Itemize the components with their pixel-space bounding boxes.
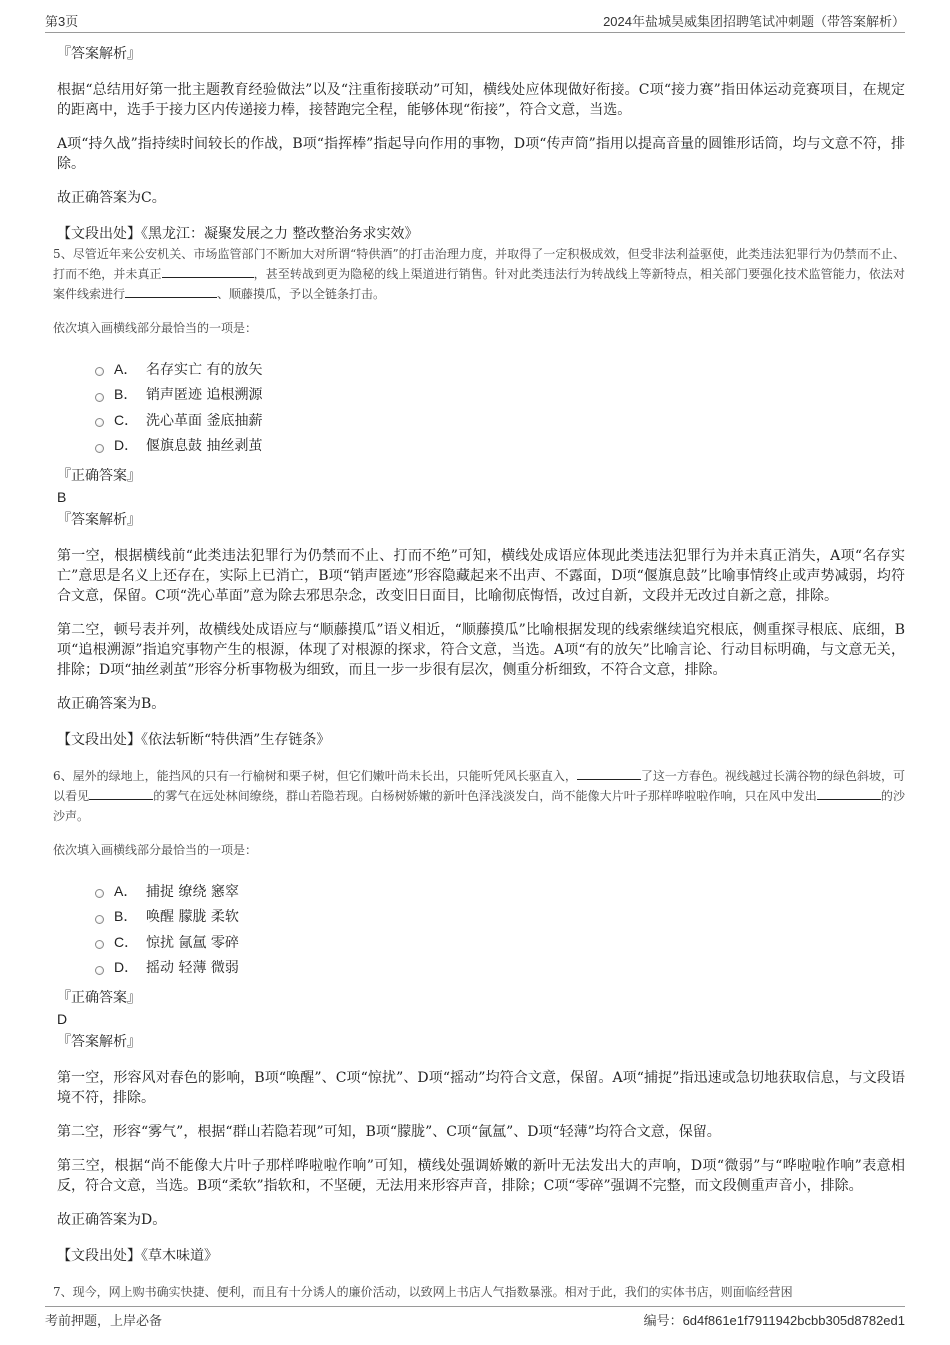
q6-analysis-label: 『答案解析』	[57, 1034, 141, 1050]
q4-analysis-p2: A项“持久战”指持续时间较长的作战，B项“指挥棒”指起导向作用的事物，D项“传声筒”指用以提高音量的圆锥形话筒，均与文意不符，排除。	[57, 136, 905, 172]
radio-icon[interactable]	[95, 393, 104, 402]
q6-source: 【文段出处】《草木味道》	[57, 1248, 218, 1264]
q6-question-text: 6、屋外的绿地上，能挡风的只有一行榆树和栗子树，但它们嫩叶尚未长出，只能听凭风长驱直入， 了这一方春色。视线越过长满谷物的绿色斜坡，可以看见 的雾气在远处林间缭绕，群山若隐若现。白杨树娇嫩的新叶色泽浅淡发白，尚不能像大片叶子那样哗啦啦作响，只在风中发出 的沙沙声。	[53, 769, 905, 823]
q5-blank-2	[125, 285, 217, 298]
q6-option-d[interactable]: D． 摇动 轻薄 微弱	[95, 955, 905, 981]
q5-blank-1	[162, 265, 254, 278]
q6-option-b[interactable]: B． 唤醒 朦胧 柔软	[95, 904, 905, 930]
radio-icon[interactable]	[95, 418, 104, 427]
q6-blank-3	[817, 787, 881, 800]
q6-prompt: 依次填入画横线部分最恰当的一项是：	[53, 843, 258, 857]
q6-option-c[interactable]: C． 惊扰 氤氲 零碎	[95, 929, 905, 955]
q6-blank-1	[577, 767, 641, 780]
q6-option-a[interactable]: A． 捕捉 缭绕 窸窣	[95, 878, 905, 904]
q4-analysis-p1: 根据“总结用好第一批主题教育经验做法”以及“注重衔接联动”可知，横线处应体现做好衔接。C项“接力赛”指田体运动竞赛项目，在规定的距离中，选手于接力区内传递接力棒，接替跑完全程，能够体现“衔接”，符合文意，当选。	[57, 82, 905, 118]
q6-conclusion: 故正确答案为D。	[57, 1212, 167, 1228]
q5-analysis-p1: 第一空，根据横线前“此类违法犯罪行为仍禁而不止、打而不绝”可知，横线处成语应体现此类违法犯罪行为并未真正消失，A项“名存实亡”意思是名义上还存在，实际上已消亡，B项“销声匿迹”形容隐藏起来不出声、不露面，D项“偃旗息鼓”比喻事情终止或声势减弱，均符合文意，保留。C项“洗心革面”意为除去邪思杂念，改变旧日面目，比喻彻底悔悟，改过自新，文段并无改过自新之意，排除。	[57, 548, 905, 604]
q5-option-d[interactable]: D． 偃旗息鼓 抽丝剥茧	[95, 433, 905, 459]
q6-blank-2	[89, 787, 153, 800]
q5-conclusion: 故正确答案为B。	[57, 696, 166, 712]
q6-analysis-p1: 第一空，形容风对春色的影响，B项“唤醒”、C项“惊扰”、D项“摇动”均符合文意，保留。A项“捕捉”指迅速或急切地获取信息，与文段语境不符，排除。	[57, 1070, 905, 1106]
q6-analysis-p2: 第二空，形容“雾气”，根据“群山若隐若现”可知，B项“朦胧”、C项“氤氲”、D项“轻薄”均符合文意，保留。	[57, 1124, 721, 1140]
q4-conclusion: 故正确答案为C。	[57, 190, 166, 206]
footer-slogan: 考前押题，上岸必备	[45, 1313, 163, 1328]
document-title: 2024年盐城昊威集团招聘笔试冲刺题（带答案解析）	[603, 14, 905, 29]
q5-option-c[interactable]: C． 洗心革面 釜底抽薪	[95, 407, 905, 433]
q5-source: 【文段出处】《依法斩断“特供酒”生存链条》	[57, 732, 331, 748]
q5-answer: B	[57, 489, 67, 505]
q5-analysis-label: 『答案解析』	[57, 512, 141, 528]
q7-question-text: 7、现今，网上购书确实快捷、便利，而且有十分诱人的廉价活动，以致网上书店人气指数暴涨。相对于此，我们的实体书店，则面临经营困	[53, 1285, 793, 1299]
radio-icon[interactable]	[95, 889, 104, 898]
radio-icon[interactable]	[95, 915, 104, 924]
page-number: 第3页	[45, 14, 79, 29]
radio-icon[interactable]	[95, 940, 104, 949]
document-id: 编号：6d4f861e1f7911942bcbb305d8782ed1	[643, 1313, 905, 1328]
q4-source: 【文段出处】《黑龙江：凝聚发展之力 整改整治务求实效》	[57, 226, 419, 242]
q6-options	[95, 878, 905, 980]
q5-correct-label: 『正确答案』	[57, 467, 141, 483]
q6-answer: D	[57, 1011, 68, 1027]
radio-icon[interactable]	[95, 367, 104, 376]
radio-icon[interactable]	[95, 966, 104, 975]
q6-analysis-p3: 第三空，根据“尚不能像大片叶子那样哗啦啦作响”可知，横线处强调娇嫩的新叶无法发出大的声响，D项“微弱”与“哗啦啦作响”表意相反，符合文意，当选。B项“柔软”指软和，不坚硬，无法用来形容声音，排除；C项“零碎”强调不完整，而文段侧重声音小，排除。	[57, 1158, 905, 1194]
q5-question-text: 5、尽管近年来公安机关、市场监管部门不断加大对所谓“特供酒”的打击治理力度，并取得了一定积极成效，但受非法利益驱使，此类违法犯罪行为仍禁而不止、打而不绝，并未真正 ，甚至转战到更为隐秘的线上渠道进行销售。针对此类违法行为转战线上等新特点，相关部门要强化技术监管能力，依法对案件线索进行 、顺藤摸瓜，予以全链条打击。	[53, 247, 905, 301]
q5-option-a[interactable]: A． 名存实亡 有的放矢	[95, 356, 905, 382]
page-content	[53, 44, 905, 1300]
q4-analysis-label: 『答案解析』	[57, 46, 141, 62]
q5-prompt: 依次填入画横线部分最恰当的一项是：	[53, 321, 258, 335]
radio-icon[interactable]	[95, 444, 104, 453]
page-header	[45, 8, 905, 33]
q5-analysis-p2: 第二空，顿号表并列，故横线处成语应与“顺藤摸瓜”语义相近，“顺藤摸瓜”比喻根据发现的线索继续追究根底，侧重探寻根底、底细，B项“追根溯源”指追究事物产生的根源，体现了对根源的探求，符合文意，当选。A项“有的放矢”比喻言论、行动目标明确，与文意无关，排除；D项“抽丝剥茧”形容分析事物极为细致，而且一步一步很有层次，侧重分析细致，不符合文意，排除。	[57, 622, 905, 678]
page-footer	[45, 1306, 905, 1329]
q5-options	[95, 356, 905, 458]
q6-correct-label: 『正确答案』	[57, 989, 141, 1005]
q5-option-b[interactable]: B． 销声匿迹 追根溯源	[95, 382, 905, 408]
